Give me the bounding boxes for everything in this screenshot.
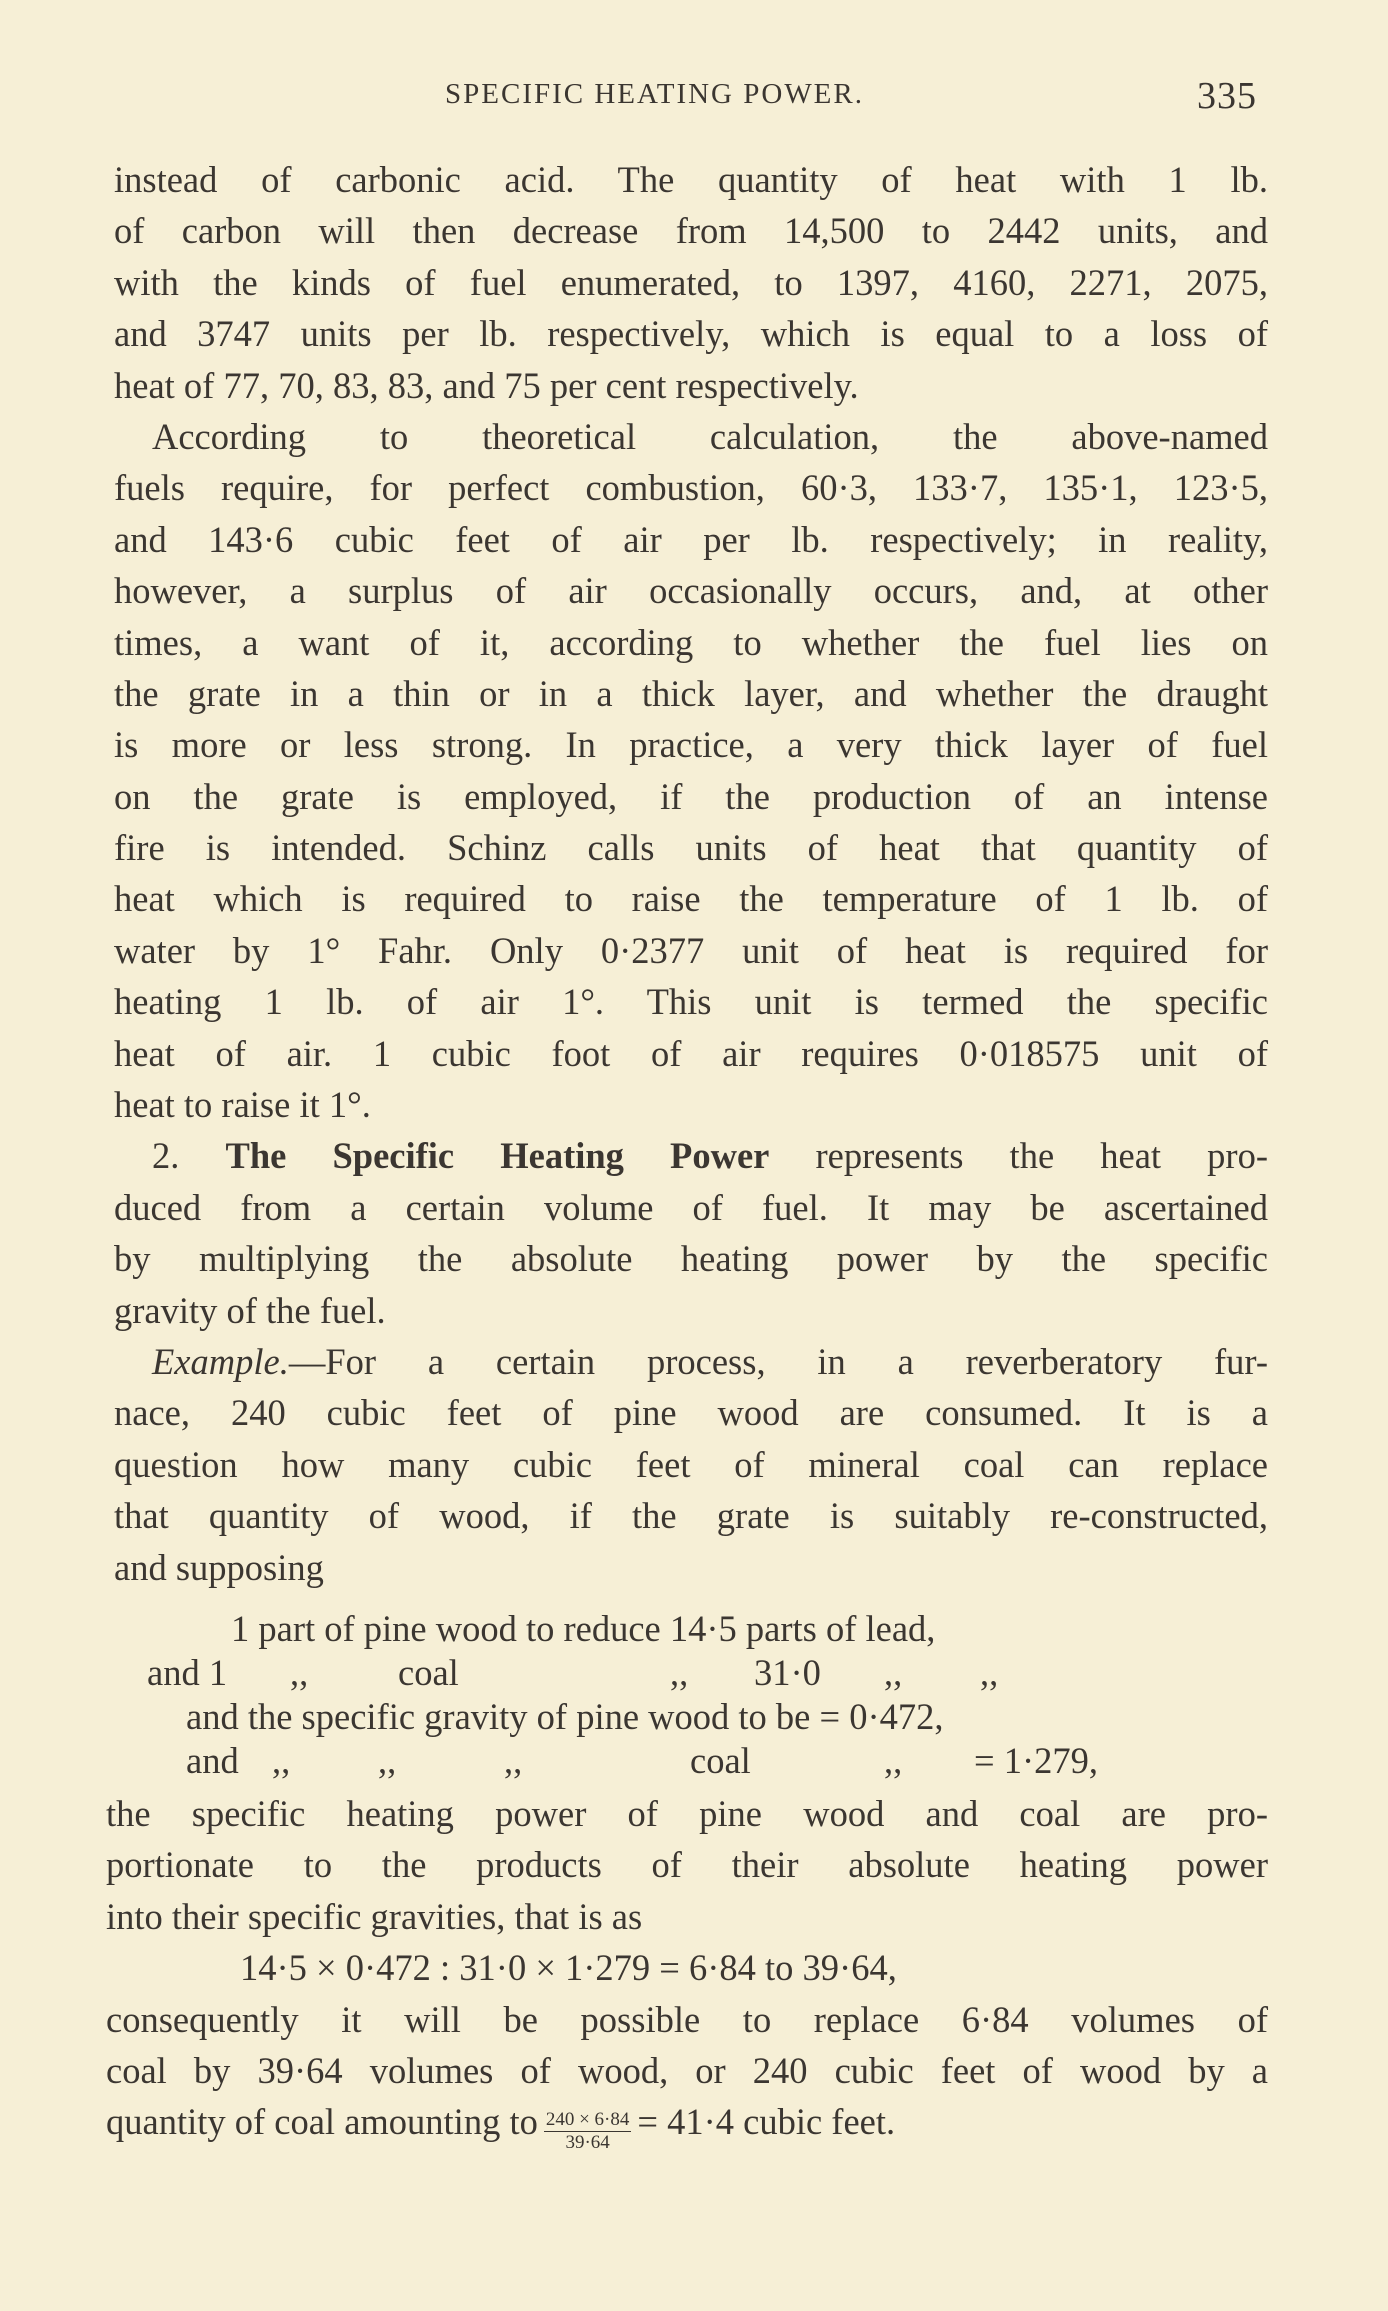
example-line (114, 1336, 1268, 1387)
table-cell: ,, (378, 1740, 397, 1781)
text-line: heating 1 lb. of air 1°. This unit is termed the specific (114, 981, 1268, 1023)
section-number: 2. (152, 1135, 180, 1177)
table-row (114, 1739, 1268, 1783)
text-line: nace, 240 cubic feet of pine wood are consumed. It is a (114, 1392, 1268, 1434)
fraction (544, 2109, 632, 2154)
text-line: portionate to the products of their absolute heating power (106, 1844, 1268, 1886)
text-line: however, a surplus of air occasionally occurs, and, at other (114, 570, 1268, 612)
conclusion-text (106, 1788, 1268, 2154)
table-row (114, 1651, 1268, 1695)
table-cell: ,, (980, 1652, 999, 1693)
table-row (114, 1695, 1268, 1739)
text-line: fire is intended. Schinz calls units of heat that quantity of (114, 827, 1268, 869)
table-cell: and 1 (147, 1652, 228, 1693)
text-line: into their specific gravities, that is as (106, 1895, 643, 1937)
text-line: times, a want of it, according to whether the fuel lies on (114, 621, 1268, 663)
data-table (114, 1607, 1268, 1783)
table-cell: coal (398, 1652, 459, 1693)
text: —For a certain process, in a reverberatory fur- (288, 1340, 1268, 1382)
text-line: coal by 39·64 volumes of wood, or 240 cubic feet of wood by a (106, 2049, 1268, 2091)
text-line: question how many cubic feet of mineral coal can replace (114, 1443, 1268, 1485)
text-line: by multiplying the absolute heating power by the specific (114, 1238, 1268, 1280)
text-line: and supposing (114, 1546, 324, 1588)
fraction-denominator: 39·64 (565, 2132, 610, 2154)
main-text (114, 154, 1268, 1593)
text: = 41·4 cubic feet. (637, 2101, 896, 2143)
table-cell: ,, (884, 1652, 903, 1693)
text-line: consequently it will be possible to replace 6·84 volumes of (106, 1998, 1268, 2040)
page-number: 335 (1197, 75, 1257, 117)
text-line: with the kinds of fuel enumerated, to 1397, 4160, 2271, 2075, (114, 261, 1268, 303)
text-line: and 3747 units per lb. respectively, which is equal to a loss of (114, 313, 1268, 355)
text-line: instead of carbonic acid. The quantity of heat with 1 lb. (114, 159, 1268, 200)
text-line: heat of air. 1 cubic foot of air requires 0·018575 unit of (114, 1032, 1268, 1074)
table-cell: 1 part of pine wood to reduce 14·5 parts of lead, (231, 1608, 936, 1649)
text-line: that quantity of wood, if the grate is suitably re-constructed, (114, 1495, 1268, 1537)
table-cell: coal (690, 1740, 751, 1781)
text: quantity of coal amounting to (106, 2101, 538, 2143)
text-line: According to theoretical calculation, the above-named (152, 415, 1268, 457)
text-line: duced from a certain volume of fuel. It may be ascertained (114, 1186, 1268, 1228)
running-title: SPECIFIC HEATING POWER. (445, 78, 864, 110)
text-line: heat to raise it 1°. (114, 1084, 371, 1126)
text-line: is more or less strong. In practice, a very thick layer of fuel (114, 724, 1268, 766)
fraction-numerator: 240 × 6·84 (545, 2109, 630, 2131)
table-cell: ,, (884, 1740, 903, 1781)
table-cell: ,, (670, 1652, 689, 1693)
text-line: the grate in a thin or in a thick layer, and whether the draught (114, 672, 1268, 714)
text-line: gravity of the fuel. (114, 1289, 386, 1331)
table-cell: and (186, 1740, 239, 1781)
table-cell: = 1·279, (974, 1740, 1098, 1781)
table-cell: ,, (272, 1740, 291, 1781)
table-cell: and the specific gravity of pine wood to be = 0·472, (186, 1696, 944, 1737)
text-line: of carbon will then decrease from 14,500 to 2442 units, and (114, 210, 1268, 252)
text-line: the specific heating power of pine wood and coal are pro- (106, 1793, 1268, 1834)
text-line (106, 2096, 1268, 2154)
text-line: heat which is required to raise the temperature of 1 lb. of (114, 878, 1268, 920)
section-heading: The Specific Heating Power (225, 1135, 770, 1177)
text-line: fuels require, for perfect combustion, 60·3, 133·7, 135·1, 123·5, (114, 467, 1268, 509)
section-2-line (114, 1130, 1268, 1181)
table-cell: ,, (290, 1652, 309, 1693)
table-row (114, 1607, 1268, 1651)
text: represents the heat pro- (815, 1135, 1268, 1177)
table-cell: ,, (504, 1740, 523, 1781)
text-line: heat of 77, 70, 83, 83, and 75 per cent respectively. (114, 364, 859, 406)
text-line: on the grate is employed, if the production of an intense (114, 775, 1268, 817)
formula: 14·5 × 0·472 : 31·0 × 1·279 = 6·84 to 39·64, (240, 1947, 897, 1989)
example-label: Example. (152, 1340, 289, 1382)
text-line: water by 1° Fahr. Only 0·2377 unit of heat is required for (114, 929, 1268, 971)
text-line: and 143·6 cubic feet of air per lb. respectively; in reality, (114, 518, 1268, 560)
table-cell: 31·0 (754, 1652, 821, 1693)
